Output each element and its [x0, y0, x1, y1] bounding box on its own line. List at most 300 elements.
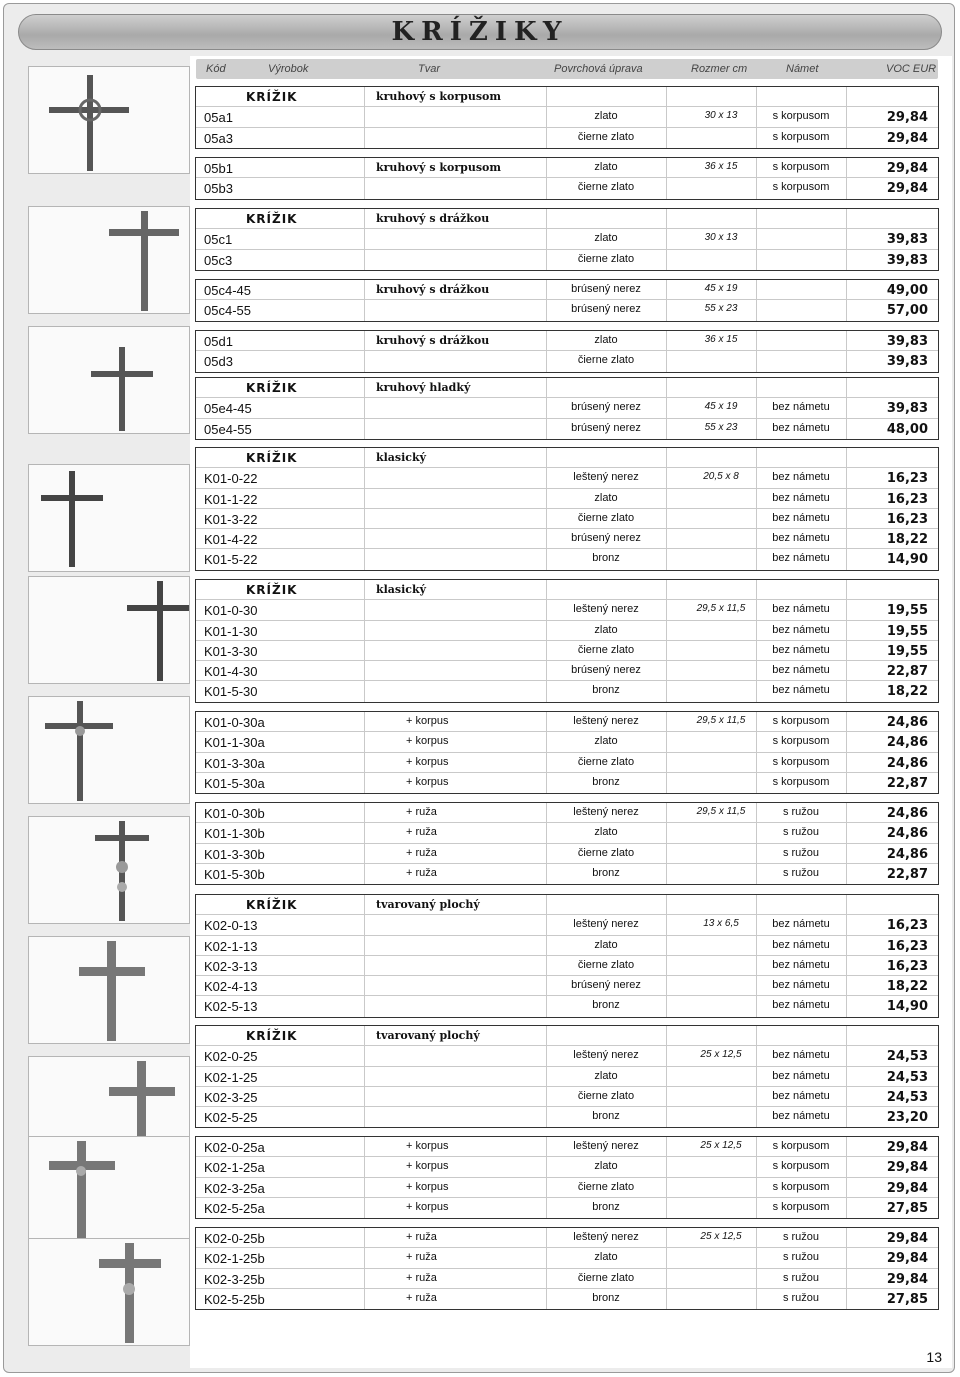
table-row	[196, 1087, 938, 1107]
motif-cell: s korpusom	[772, 161, 830, 173]
code-cell: 05d1	[204, 334, 233, 349]
header-shape: Tvar	[418, 63, 440, 75]
cross-smooth-image	[28, 326, 190, 434]
code-cell: K02-1-13	[204, 938, 258, 954]
code-cell: K01-1-30a	[204, 735, 265, 751]
addon-cell: + ruža	[406, 846, 437, 859]
surface-cell: zlato	[594, 938, 618, 951]
motif-cell: s ružou	[782, 866, 820, 879]
product-cell: KRÍŽIK	[246, 90, 298, 104]
motif-cell: s korpusom	[772, 1140, 830, 1152]
motif-cell: s korpusom	[772, 110, 830, 123]
price-cell: 14,90	[886, 999, 928, 1015]
motif-cell: s korpusom	[772, 755, 830, 768]
size-cell: 30 x 13	[704, 110, 738, 122]
price-cell: 24,86	[886, 826, 928, 842]
table-row	[196, 1178, 938, 1198]
price-cell: 24,86	[886, 715, 928, 730]
price-cell: 24,86	[886, 735, 928, 751]
addon-cell: + korpus	[406, 735, 449, 748]
header-product: Výrobok	[268, 63, 309, 75]
table-row	[196, 681, 938, 701]
shape-cell: tvarovaný plochý	[376, 1029, 480, 1042]
product-cell: KRÍŽIK	[246, 212, 298, 226]
price-cell: 19,55	[886, 623, 928, 639]
motif-cell: bez námetu	[772, 511, 830, 524]
table-row	[196, 915, 938, 935]
table-row	[196, 448, 938, 468]
table-row	[196, 1228, 938, 1248]
size-cell: 55 x 23	[704, 421, 738, 433]
code-cell: K02-5-25	[204, 1110, 258, 1126]
code-cell: 05a1	[204, 110, 233, 126]
code-cell: K01-3-30a	[204, 755, 265, 771]
product-cell: KRÍŽIK	[246, 898, 298, 912]
product-group	[195, 1136, 939, 1219]
product-group	[195, 330, 939, 373]
table-row	[196, 87, 938, 107]
table-row	[196, 378, 938, 398]
price-cell: 29,84	[886, 1251, 928, 1267]
price-cell: 16,23	[886, 958, 928, 974]
surface-cell: brúsený nerez	[571, 401, 641, 414]
surface-cell: zlato	[594, 110, 618, 123]
surface-cell: leštený nerez	[573, 603, 639, 616]
price-cell: 24,86	[886, 755, 928, 771]
motif-cell: bez námetu	[772, 1069, 830, 1082]
code-cell: K01-0-30a	[204, 715, 265, 730]
table-row	[196, 1137, 938, 1157]
motif-cell: s ružou	[782, 1231, 820, 1243]
shape-cell: kruhový s drážkou	[376, 212, 490, 225]
price-cell: 29,84	[886, 1140, 928, 1155]
table-row	[196, 209, 938, 229]
code-cell: 05c4-45	[204, 283, 251, 298]
motif-cell: s korpusom	[772, 1180, 830, 1193]
code-cell: K02-0-13	[204, 918, 258, 934]
product-group	[195, 1025, 939, 1128]
surface-cell: zlato	[594, 1251, 618, 1264]
table-row	[196, 1289, 938, 1309]
table-row	[196, 936, 938, 956]
price-cell: 29,84	[886, 110, 928, 126]
surface-cell: leštený nerez	[573, 1231, 639, 1243]
size-cell: 36 x 15	[704, 334, 738, 345]
table-row	[196, 398, 938, 418]
motif-cell: bez námetu	[772, 552, 830, 565]
surface-cell: bronz	[592, 684, 620, 697]
table-row	[196, 661, 938, 681]
motif-cell: s ružou	[782, 846, 820, 859]
addon-cell: + ruža	[406, 1231, 437, 1243]
price-cell: 27,85	[886, 1200, 928, 1216]
surface-cell: leštený nerez	[573, 918, 639, 931]
motif-cell: s ružou	[782, 1251, 820, 1264]
price-cell: 18,22	[886, 684, 928, 700]
shape-cell: klasický	[376, 583, 427, 596]
price-cell: 18,22	[886, 979, 928, 995]
table-row	[196, 509, 938, 529]
size-cell: 45 x 19	[704, 401, 738, 413]
surface-cell: bronz	[592, 1200, 620, 1213]
size-cell: 20,5 x 8	[703, 471, 739, 483]
motif-cell: s korpusom	[772, 715, 830, 727]
table-row	[196, 178, 938, 198]
motif-cell: s ružou	[782, 1291, 820, 1304]
price-cell: 39,83	[886, 334, 928, 349]
code-cell: 05c3	[204, 252, 233, 268]
table-row	[196, 844, 938, 864]
motif-cell: bez námetu	[772, 958, 830, 971]
page-title: KRÍŽIKY	[391, 17, 569, 47]
price-cell: 24,53	[886, 1049, 928, 1065]
size-cell: 29,5 x 11,5	[696, 715, 746, 726]
table-row	[196, 1248, 938, 1268]
surface-cell: bronz	[592, 1291, 620, 1304]
shape-cell: kruhový s korpusom	[376, 90, 501, 103]
code-cell: K01-5-30b	[204, 866, 265, 882]
price-cell: 29,84	[886, 181, 928, 197]
surface-cell: čierne zlato	[577, 354, 635, 367]
surface-cell: bronz	[592, 1110, 620, 1123]
motif-cell: bez námetu	[772, 1110, 830, 1123]
price-cell: 39,83	[886, 401, 928, 417]
table-row	[196, 1026, 938, 1046]
price-cell: 29,84	[886, 1271, 928, 1287]
code-cell: 05a3	[204, 130, 233, 146]
code-cell: K01-3-22	[204, 511, 258, 527]
price-cell: 39,83	[886, 252, 928, 268]
surface-cell: čierne zlato	[577, 643, 635, 656]
addon-cell: + korpus	[406, 715, 449, 727]
product-group	[195, 279, 939, 322]
price-cell: 16,23	[886, 938, 928, 954]
code-cell: K01-0-30b	[204, 806, 265, 821]
price-cell: 16,23	[886, 918, 928, 934]
table-row	[196, 753, 938, 773]
cross-korpus-image	[28, 696, 190, 804]
code-cell: 05e4-55	[204, 421, 252, 437]
table-row	[196, 1067, 938, 1087]
price-cell: 22,87	[886, 866, 928, 882]
table-row	[196, 803, 938, 823]
surface-cell: brúsený nerez	[571, 421, 641, 434]
price-cell: 57,00	[886, 303, 928, 319]
price-cell: 27,85	[886, 1291, 928, 1307]
motif-cell: s ružou	[782, 826, 820, 839]
addon-cell: + ruža	[406, 1271, 437, 1284]
motif-cell: bez námetu	[772, 491, 830, 504]
shape-cell: klasický	[376, 451, 427, 464]
table-row	[196, 419, 938, 439]
product-group	[195, 1227, 939, 1310]
surface-cell: zlato	[594, 334, 618, 346]
cross-classic-large-image	[28, 576, 190, 684]
surface-cell: zlato	[594, 1069, 618, 1082]
price-cell: 24,86	[886, 806, 928, 821]
surface-cell: čierne zlato	[577, 130, 635, 143]
shape-cell: kruhový hladký	[376, 381, 471, 394]
size-cell: 55 x 23	[704, 303, 738, 315]
product-group	[195, 447, 939, 571]
motif-cell: bez námetu	[772, 999, 830, 1012]
table-row	[196, 489, 938, 509]
price-cell: 29,84	[886, 161, 928, 176]
table-header	[196, 59, 938, 79]
size-cell: 25 x 12,5	[700, 1231, 742, 1242]
price-table	[190, 56, 952, 1368]
motif-cell: bez námetu	[772, 979, 830, 992]
surface-cell: brúsený nerez	[571, 664, 641, 677]
surface-cell: čierne zlato	[577, 846, 635, 859]
product-cell: KRÍŽIK	[246, 1029, 298, 1043]
addon-cell: + korpus	[406, 755, 449, 768]
surface-cell: čierne zlato	[577, 252, 635, 265]
product-group	[195, 711, 939, 794]
code-cell: K01-1-30	[204, 623, 258, 639]
product-cell: KRÍŽIK	[246, 451, 298, 465]
shape-cell: tvarovaný plochý	[376, 898, 480, 911]
surface-cell: čierne zlato	[577, 755, 635, 768]
price-cell: 24,53	[886, 1069, 928, 1085]
shape-cell: kruhový s drážkou	[376, 283, 490, 296]
table-row	[196, 331, 938, 351]
motif-cell: bez námetu	[772, 471, 830, 484]
surface-cell: zlato	[594, 735, 618, 748]
code-cell: K02-1-25b	[204, 1251, 265, 1267]
table-row	[196, 1046, 938, 1066]
table-row	[196, 250, 938, 270]
product-group	[195, 157, 939, 200]
surface-cell: bronz	[592, 552, 620, 565]
code-cell: K02-3-25	[204, 1089, 258, 1105]
motif-cell: s korpusom	[772, 1200, 830, 1213]
product-group	[195, 802, 939, 885]
price-cell: 19,55	[886, 603, 928, 619]
surface-cell: leštený nerez	[573, 715, 639, 727]
motif-cell: s korpusom	[772, 735, 830, 748]
motif-cell: s korpusom	[772, 181, 830, 194]
price-cell: 18,22	[886, 532, 928, 548]
surface-cell: bronz	[592, 775, 620, 788]
price-cell: 22,87	[886, 664, 928, 680]
cross-grooved-image	[28, 206, 190, 314]
motif-cell: bez námetu	[772, 603, 830, 616]
table-row	[196, 641, 938, 661]
code-cell: K01-5-22	[204, 552, 258, 568]
size-cell: 36 x 15	[704, 161, 738, 172]
table-row	[196, 712, 938, 732]
cross-classic-small-image	[28, 464, 190, 572]
code-cell: K01-0-22	[204, 471, 258, 487]
cross-rose-image	[28, 816, 190, 924]
table-row	[196, 529, 938, 549]
price-cell: 22,87	[886, 775, 928, 791]
table-row	[196, 1198, 938, 1218]
surface-cell: brúsený nerez	[571, 303, 641, 316]
price-cell: 39,83	[886, 232, 928, 248]
size-cell: 29,5 x 11,5	[696, 806, 746, 817]
size-cell: 13 x 6,5	[703, 918, 739, 930]
size-cell: 25 x 12,5	[700, 1049, 742, 1061]
product-group	[195, 377, 939, 440]
addon-cell: + ruža	[406, 1291, 437, 1304]
shape-cell: kruhový s drážkou	[376, 334, 490, 347]
code-cell: K01-4-30	[204, 664, 258, 680]
table-row	[196, 128, 938, 148]
motif-cell: bez námetu	[772, 684, 830, 697]
code-cell: 05c4-55	[204, 303, 251, 319]
table-row	[196, 976, 938, 996]
product-group	[195, 208, 939, 271]
header-surface: Povrchová úprava	[554, 63, 643, 75]
code-cell: K02-1-25a	[204, 1160, 265, 1176]
surface-cell: zlato	[594, 623, 618, 636]
code-cell: 05b3	[204, 181, 233, 197]
table-row	[196, 773, 938, 793]
crucifix-image	[28, 66, 190, 174]
table-row	[196, 1157, 938, 1177]
surface-cell: bronz	[592, 866, 620, 879]
header-code: Kód	[206, 63, 226, 75]
cross-shaped-rose-image	[28, 1238, 190, 1346]
price-cell: 24,53	[886, 1089, 928, 1105]
motif-cell: bez námetu	[772, 421, 830, 434]
motif-cell: bez námetu	[772, 1089, 830, 1102]
price-cell: 29,84	[886, 1180, 928, 1196]
table-row	[196, 158, 938, 178]
table-row	[196, 1269, 938, 1289]
code-cell: K01-3-30	[204, 643, 258, 659]
table-row	[196, 468, 938, 488]
price-cell: 14,90	[886, 552, 928, 568]
addon-cell: + ruža	[406, 826, 437, 839]
table-row	[196, 280, 938, 300]
motif-cell: s korpusom	[772, 1160, 830, 1173]
product-group	[195, 894, 939, 1018]
table-row	[196, 895, 938, 915]
code-cell: K02-3-25b	[204, 1271, 265, 1287]
addon-cell: + korpus	[406, 775, 449, 788]
title-bar	[18, 14, 942, 50]
code-cell: K02-5-25b	[204, 1291, 265, 1307]
table-row	[196, 621, 938, 641]
motif-cell: s korpusom	[772, 775, 830, 788]
surface-cell: leštený nerez	[573, 806, 639, 818]
table-row	[196, 300, 938, 320]
code-cell: K02-5-13	[204, 999, 258, 1015]
price-cell: 16,23	[886, 471, 928, 487]
price-cell: 29,84	[886, 1231, 928, 1246]
motif-cell: bez námetu	[772, 1049, 830, 1062]
code-cell: K01-0-30	[204, 603, 258, 619]
surface-cell: čierne zlato	[577, 1271, 635, 1284]
product-cell: KRÍŽIK	[246, 583, 298, 597]
code-cell: K01-3-30b	[204, 846, 265, 862]
price-cell: 48,00	[886, 421, 928, 437]
price-cell: 29,84	[886, 130, 928, 146]
size-cell: 45 x 19	[704, 283, 738, 294]
price-cell: 19,55	[886, 643, 928, 659]
motif-cell: bez námetu	[772, 643, 830, 656]
shape-cell: kruhový s korpusom	[376, 161, 501, 174]
code-cell: 05d3	[204, 354, 233, 370]
code-cell: K02-3-13	[204, 958, 258, 974]
surface-cell: zlato	[594, 232, 618, 245]
addon-cell: + ruža	[406, 1251, 437, 1264]
price-cell: 24,86	[886, 846, 928, 862]
table-row	[196, 732, 938, 752]
surface-cell: zlato	[594, 491, 618, 504]
surface-cell: čierne zlato	[577, 181, 635, 194]
product-group	[195, 86, 939, 149]
motif-cell: bez námetu	[772, 532, 830, 545]
code-cell: K01-1-30b	[204, 826, 265, 842]
table-row	[196, 549, 938, 569]
surface-cell: čierne zlato	[577, 1180, 635, 1193]
addon-cell: + korpus	[406, 1200, 449, 1213]
table-row	[196, 229, 938, 249]
surface-cell: bronz	[592, 999, 620, 1012]
addon-cell: + korpus	[406, 1140, 449, 1152]
header-size: Rozmer cm	[691, 63, 748, 75]
table-row	[196, 823, 938, 843]
code-cell: K02-0-25b	[204, 1231, 265, 1246]
surface-cell: zlato	[594, 1160, 618, 1173]
motif-cell: bez námetu	[772, 918, 830, 931]
surface-cell: brúsený nerez	[571, 979, 641, 992]
size-cell: 30 x 13	[704, 232, 738, 244]
code-cell: K01-4-22	[204, 532, 258, 548]
table-row	[196, 580, 938, 600]
cross-shaped-small-image	[28, 936, 190, 1044]
motif-cell: s ružou	[782, 1271, 820, 1284]
surface-cell: leštený nerez	[573, 471, 639, 484]
table-row	[196, 996, 938, 1016]
motif-cell: bez námetu	[772, 401, 830, 414]
table-row	[196, 351, 938, 371]
code-cell: K02-3-25a	[204, 1180, 265, 1196]
code-cell: K02-5-25a	[204, 1200, 265, 1216]
surface-cell: leštený nerez	[573, 1140, 639, 1152]
addon-cell: + korpus	[406, 1160, 449, 1173]
motif-cell: bez námetu	[772, 938, 830, 951]
price-cell: 49,00	[886, 283, 928, 298]
surface-cell: zlato	[594, 161, 618, 173]
code-cell: K01-5-30a	[204, 775, 265, 791]
code-cell: K02-0-25	[204, 1049, 258, 1065]
table-row	[196, 600, 938, 620]
price-cell: 39,83	[886, 354, 928, 370]
code-cell: 05e4-45	[204, 401, 252, 417]
code-cell: K02-0-25a	[204, 1140, 265, 1155]
code-cell: K01-1-22	[204, 491, 258, 507]
price-cell: 23,20	[886, 1110, 928, 1126]
code-cell: 05c1	[204, 232, 233, 248]
header-motif: Námet	[786, 63, 819, 75]
surface-cell: čierne zlato	[577, 511, 635, 524]
table-row	[196, 956, 938, 976]
size-cell: 25 x 12,5	[700, 1140, 742, 1151]
table-row	[196, 864, 938, 884]
price-cell: 16,23	[886, 511, 928, 527]
price-cell: 29,84	[886, 1160, 928, 1176]
addon-cell: + ruža	[406, 866, 437, 879]
header-price: VOC EUR	[886, 63, 937, 75]
motif-cell: s ružou	[782, 806, 820, 818]
product-group	[195, 579, 939, 703]
surface-cell: brúsený nerez	[571, 532, 641, 545]
